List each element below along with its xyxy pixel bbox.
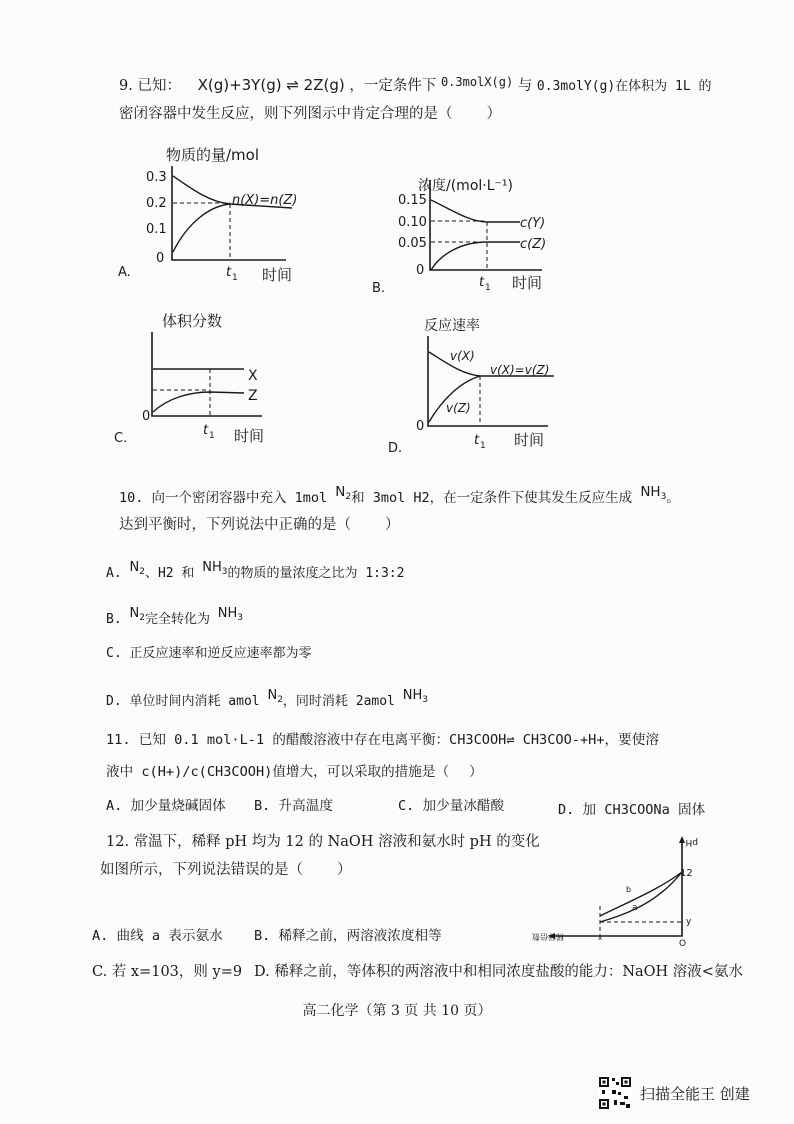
graph-d-equal: v(X)=v(Z) — [490, 363, 550, 377]
q10-line2-text: 达到平衡时，下列说法中正确的是（ — [119, 517, 351, 533]
graph-a-xlabel: 时间 — [262, 266, 293, 284]
graph-a-tick-02: 0.2 — [146, 196, 167, 211]
q12-origin: O — [679, 939, 687, 949]
q9-paren-close: ） — [486, 106, 501, 122]
q11-line2-text: 液中 c(H+)/c(CH3COOH)值增大，可以采取的措施是（ — [106, 764, 450, 780]
graph-b-tick-005: 0.05 — [398, 236, 427, 251]
q10-n2: N — [335, 484, 346, 500]
q12-option-c: C. 若 x=103，则 y=9 — [92, 964, 243, 980]
q12-curve-b — [600, 872, 682, 922]
q9-equation: X(g)+3Y(g) ⇌ 2Z(g) — [197, 76, 345, 94]
q9-line2-text: 密闭容器中发生反应，则下列图示中肯定合理的是（ — [119, 106, 453, 122]
graph-d-vz: v(Z) — [446, 401, 471, 415]
graph-b-tick-0: 0 — [416, 263, 425, 278]
q12-label-b: b — [626, 885, 632, 894]
q10-d-n2-sub: 2 — [277, 695, 283, 705]
q12-ya: y — [686, 917, 692, 927]
q10-nh3-sub: 3 — [660, 492, 667, 502]
graph-b-tick-015: 0.15 — [398, 193, 427, 208]
q12-line2-text: 如图所示，下列说法错误的是（ — [100, 862, 303, 878]
q10-d-pre: D. 单位时间内消耗 amol — [106, 694, 260, 709]
q10-paren-close: ） — [385, 517, 400, 533]
q11-line1: 11. 已知 0.1 mol·L-1 的醋酸溶液中存在电离平衡：CH3COOH⇌ CH3COO-+H+，要使溶 — [106, 732, 659, 748]
q10-a-post: 的物质的量浓度之比为 1:3:2 — [227, 566, 405, 581]
graph-d-zero: 0 — [416, 419, 425, 434]
graph-b-cy: c(Y) — [520, 216, 546, 231]
q10-line2 — [119, 515, 400, 535]
q10-a-nh3: NH — [202, 560, 222, 575]
q10-n2-sub: 2 — [345, 492, 352, 502]
graph-c-letter: C. — [114, 431, 128, 446]
graph-b-xlabel: 时间 — [512, 274, 543, 292]
graph-b-t: t — [479, 275, 485, 290]
qr-code-icon — [598, 1076, 632, 1110]
graph-a-tick-0: 0 — [156, 251, 165, 266]
q10-a-pre: A. — [106, 566, 122, 581]
graph-c-zero: 0 — [142, 409, 151, 424]
q12-xx: x — [598, 934, 603, 942]
graph-a-axes — [172, 166, 286, 260]
graph-c-ylabel: 体积分数 — [162, 312, 223, 330]
q9-condition: ，一定条件下 — [349, 78, 437, 94]
q10-line1c: 。 — [666, 490, 680, 506]
q12-option-d: D. 稀释之前，等体积的两溶液中和相同浓度盐酸的能力：NaOH 溶液<氨水 — [254, 964, 743, 980]
q12-paren-close: ） — [337, 862, 352, 878]
q10-a-n2: N — [129, 560, 140, 575]
graph-d-t: t — [474, 433, 480, 448]
q10-line1b: 和 3mol H2，在一定条件下使其发生反应生成 — [351, 490, 633, 506]
graph-a-tick-03: 0.3 — [146, 170, 167, 185]
q10-nh3: NH — [640, 484, 661, 500]
q9-and: 与 — [517, 78, 533, 94]
scanner-watermark: 扫描全能王 创建 — [640, 1085, 750, 1103]
graph-b-tick-010: 0.10 — [398, 215, 427, 230]
graph-b — [372, 170, 572, 300]
q12-xlabel: 稀释倍数 — [532, 932, 564, 941]
q10-b-mid: 完全转化为 — [144, 612, 210, 627]
graph-b-curve-z — [431, 242, 520, 270]
graph-b-curve-y — [431, 200, 520, 222]
q10-line1 — [119, 482, 680, 508]
q10-b-nh3-sub: 3 — [237, 613, 244, 623]
q9-lead: 9. 已知： — [119, 78, 181, 94]
q11-option-a: A. 加少量烧碱固体 — [106, 798, 226, 814]
q10-option-d — [106, 686, 428, 712]
graph-b-ylabel: 浓度/(mol·L⁻¹) — [418, 178, 513, 194]
graph-b-cz: c(Z) — [520, 237, 547, 252]
q11-line2 — [106, 762, 483, 782]
q9-line2 — [119, 104, 501, 124]
q10-option-b — [106, 604, 243, 630]
graph-c-t: t — [203, 423, 209, 438]
q10-option-c: C. 正反应速率和逆反应速率都为零 — [106, 646, 312, 661]
q10-b-nh3: NH — [217, 606, 238, 621]
graph-d-curve-vz — [429, 376, 480, 422]
q10-line1a: 10. 向一个密闭容器中充入 1mol — [119, 490, 328, 506]
q12-ylabel: pH — [685, 837, 698, 847]
q9-line1 — [119, 72, 711, 97]
q11-option-d: D. 加 CH3COONa 固体 — [558, 802, 706, 818]
q12-line1: 12. 常温下，稀释 pH 均为 12 的 NaOH 溶液和氨水时 pH 的变化 — [106, 834, 540, 850]
graph-d-ylabel: 反应速率 — [424, 318, 480, 334]
q10-a-nh3-sub: 3 — [221, 567, 228, 577]
q12-curve-a — [600, 872, 682, 916]
q10-d-mid: ，同时消耗 2amol — [282, 694, 395, 709]
graph-c-z-label: Z — [248, 388, 258, 404]
graph-a-curve-z — [173, 204, 230, 252]
q10-d-nh3: NH — [402, 688, 423, 703]
q10-b-n2: N — [129, 606, 140, 621]
graph-b-letter: B. — [372, 281, 386, 296]
graph-d-letter: D. — [388, 441, 403, 456]
graph-a-t-sub: 1 — [232, 273, 238, 283]
q10-d-n2: N — [267, 688, 278, 703]
q11-option-c: C. 加少量冰醋酸 — [398, 798, 505, 814]
graph-a-letter: A. — [118, 265, 131, 280]
graph-c-t-sub: 1 — [209, 431, 215, 441]
graph-d — [384, 312, 584, 457]
graph-d-t-sub: 1 — [480, 441, 486, 451]
graph-a-ylabel: 物质的量/mol — [166, 146, 260, 164]
q12-option-b: B. 稀释之前，两溶液浓度相等 — [254, 928, 442, 944]
graph-d-xlabel: 时间 — [514, 431, 545, 449]
graph-d-vx: v(X) — [450, 349, 475, 363]
q12-label-a: a — [632, 903, 638, 913]
q12-y-arrow — [679, 836, 685, 843]
q12-line2 — [100, 860, 352, 880]
q12-y12: 12 — [680, 868, 693, 879]
graph-c — [112, 308, 302, 458]
graph-c-axes — [152, 332, 262, 416]
q10-b-pre: B. — [106, 612, 122, 627]
graph-a-t: t — [226, 265, 232, 280]
graph-c-curve-z — [153, 392, 244, 412]
graph-c-xlabel: 时间 — [234, 427, 265, 445]
q9-amount-y: 0.3molY(g)在体积为 1L 的 — [536, 79, 712, 94]
graph-b-t-sub: 1 — [485, 283, 491, 293]
graph-b-guides — [431, 221, 487, 270]
q11-paren-close: ） — [469, 764, 483, 780]
q9-amount-x: 0.3molX(g) — [440, 75, 514, 89]
q10-b-n2-sub: 2 — [139, 613, 145, 623]
q10-d-nh3-sub: 3 — [422, 695, 428, 705]
q10-a-mid: 、H2 和 — [144, 566, 195, 581]
graph-a — [118, 140, 318, 290]
q12-graph — [532, 832, 708, 949]
graph-a-guides — [173, 203, 230, 260]
page-footer: 高二化学（第 3 页 共 10 页） — [302, 1003, 492, 1019]
q11-option-b: B. 升高温度 — [254, 798, 333, 814]
graph-a-tick-01: 0.1 — [146, 222, 167, 237]
q10-option-a — [106, 558, 404, 584]
q12-option-a: A. 曲线 a 表示氨水 — [92, 928, 223, 944]
graph-c-x-label: X — [248, 368, 258, 384]
graph-a-curve-label: n(X)=n(Z) — [232, 193, 298, 208]
q10-a-n2-sub: 2 — [139, 567, 145, 577]
